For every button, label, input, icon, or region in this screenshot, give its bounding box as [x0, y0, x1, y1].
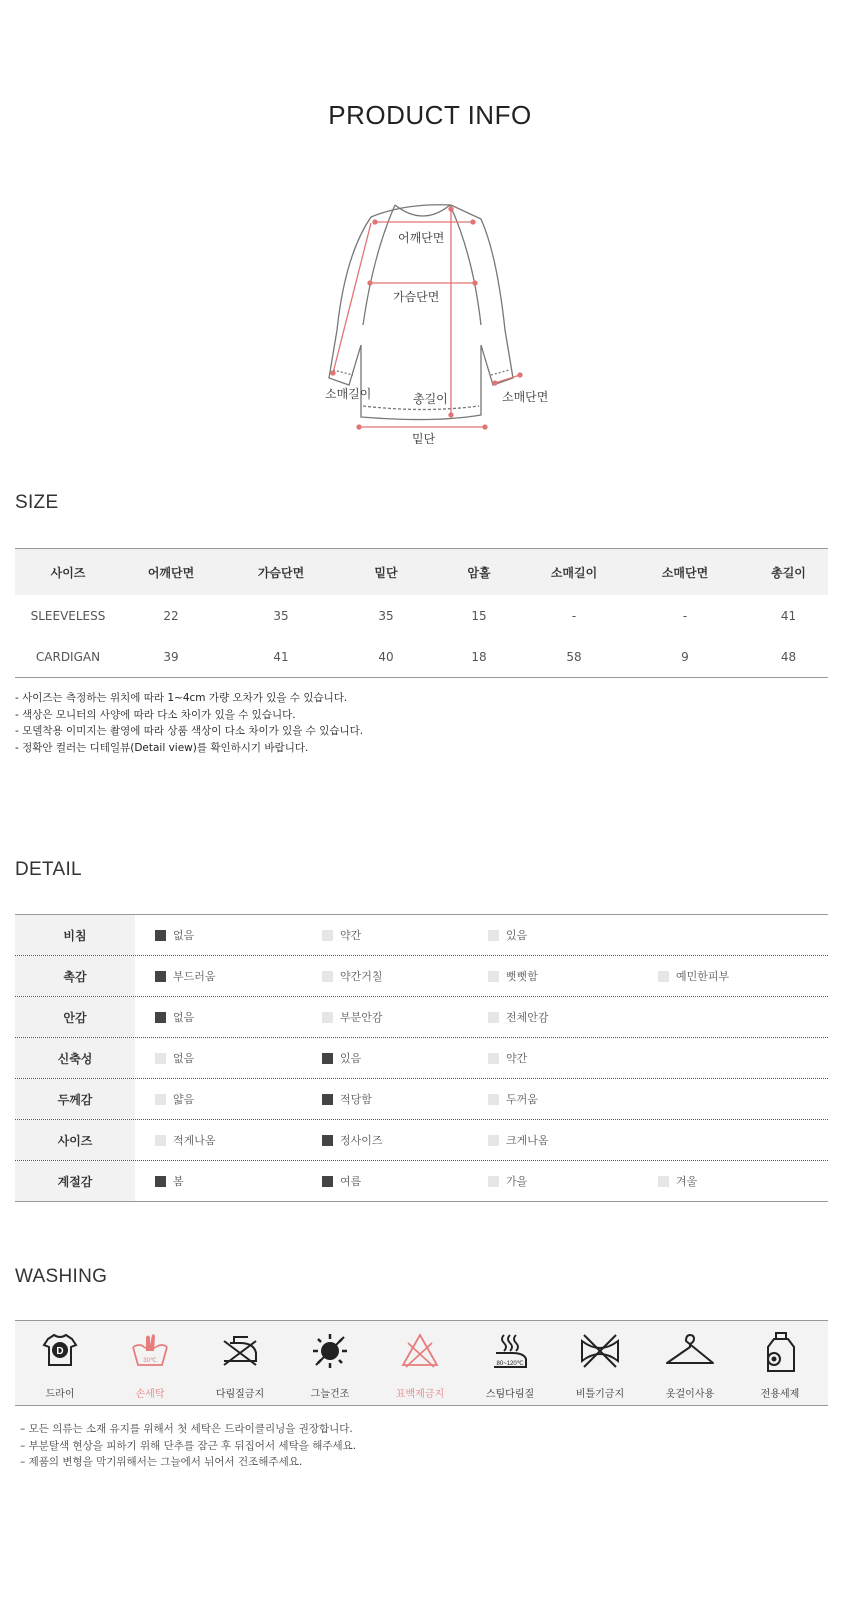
steam-iron-icon: [490, 1331, 530, 1371]
washing-item: [375, 1321, 465, 1405]
detail-option-label: 크게나옴: [506, 1134, 549, 1147]
detail-option-label: 봄: [173, 1175, 184, 1188]
sleeve-width-label: 소매단면: [502, 390, 549, 404]
washing-item: [285, 1321, 375, 1405]
detail-row-label: 사이즈: [15, 1120, 135, 1160]
washing-label: 비틀기금지: [575, 1389, 625, 1400]
detail-option: [155, 1079, 194, 1119]
size-note: - 사이즈는 측정하는 위치에 따라 1~4cm 가량 오차가 있을 수 있습니다.: [15, 692, 348, 704]
steam-iron-temp: 80~120℃: [496, 1361, 524, 1367]
size-cell: -: [571, 608, 577, 623]
size-cell: SLEEVELESS: [30, 608, 106, 623]
size-cell: 48: [780, 649, 797, 664]
detail-option-label: 전체안감: [506, 1011, 549, 1024]
washing-label: 전용세제: [760, 1389, 800, 1400]
size-header-cell: 소매길이: [527, 549, 621, 595]
detail-option-label: 뻣뻣함: [506, 970, 538, 983]
size-cell: -: [682, 608, 688, 623]
detail-row: [15, 1119, 828, 1160]
dry-clean-icon: [40, 1331, 80, 1371]
size-cell: 9: [681, 649, 689, 664]
detail-option-label: 약간거칠: [340, 970, 383, 983]
detail-option: [322, 1079, 372, 1119]
size-cell: 35: [378, 608, 394, 623]
size-cell: 41: [273, 649, 289, 664]
detail-option: [155, 915, 194, 955]
washing-label: 표백제금지: [395, 1389, 445, 1400]
washing-label: 다림질금지: [215, 1389, 265, 1400]
detail-row: [15, 1037, 828, 1078]
washing-note: – 제품의 변형을 막기위해서는 그늘에서 뉘어서 건조해주세요.: [20, 1456, 303, 1468]
unchecked-box-icon: [155, 1135, 166, 1146]
washing-item: [105, 1321, 195, 1405]
washing-item: [195, 1321, 285, 1405]
washing-note: – 부분탈색 현상을 피하기 위해 단추를 잠근 후 뒤집어서 세탁을 해주세요.: [20, 1439, 357, 1452]
checked-box-icon: [155, 1176, 166, 1187]
detail-option-label: 약간: [340, 929, 362, 942]
detail-option-label: 있음: [340, 1052, 362, 1065]
size-cell: 39: [163, 649, 179, 664]
checked-box-icon: [155, 930, 166, 941]
detail-option-label: 약간: [506, 1052, 528, 1065]
size-header-cell: 가슴단면: [221, 549, 341, 595]
washing-note: – 모든 의류는 소재 유지를 위해서 첫 세탁은 드라이클리닝을 권장합니다.: [20, 1423, 353, 1435]
detail-option: [155, 1120, 216, 1160]
detail-option-label: 예민한피부: [676, 970, 730, 983]
size-notes: [15, 690, 363, 756]
washing-label: 드라이: [45, 1389, 75, 1400]
detail-option: [322, 1120, 383, 1160]
unchecked-box-icon: [155, 1053, 166, 1064]
washing-item: [465, 1321, 555, 1405]
washing-label: 스팀다림질: [485, 1389, 535, 1400]
checked-box-icon: [322, 1094, 333, 1105]
unchecked-box-icon: [658, 1176, 669, 1187]
detail-option: [322, 997, 383, 1037]
detail-option-label: 없음: [173, 929, 195, 942]
detail-option-label: 없음: [173, 1011, 195, 1024]
size-header-cell: 밑단: [341, 549, 431, 595]
washing-heading: WASHING: [15, 1266, 108, 1287]
detail-row-label: 비침: [15, 915, 135, 955]
size-header-cell: 사이즈: [15, 549, 121, 595]
size-cell: 58: [566, 649, 582, 664]
svg-text:D: D: [56, 1346, 64, 1357]
unchecked-box-icon: [322, 1012, 333, 1023]
detail-option-label: 여름: [340, 1175, 362, 1188]
detail-option-label: 부분안감: [340, 1011, 383, 1024]
checked-box-icon: [322, 1053, 333, 1064]
detail-option-label: 있음: [506, 929, 528, 942]
detail-row-label: 안감: [15, 997, 135, 1037]
detail-row-label: 두께감: [15, 1079, 135, 1119]
washing-label: 옷걸이사용: [665, 1389, 715, 1400]
unchecked-box-icon: [322, 930, 333, 941]
unchecked-box-icon: [488, 971, 499, 982]
detail-option-label: 겨울: [676, 1175, 698, 1188]
detail-option: [658, 1161, 697, 1201]
detail-option: [322, 915, 361, 955]
size-cell: 35: [273, 608, 289, 623]
size-table: [15, 548, 828, 678]
size-header-cell: 암홀: [431, 549, 527, 595]
size-cell: 40: [378, 649, 394, 664]
detail-option-label: 정사이즈: [340, 1134, 383, 1147]
size-cell: 41: [780, 608, 797, 623]
detail-heading: DETAIL: [15, 859, 82, 880]
garment-diagram: [315, 195, 565, 455]
detail-option-label: 적당함: [340, 1093, 372, 1106]
detail-row-label: 신축성: [15, 1038, 135, 1078]
size-row: [15, 595, 828, 636]
detail-option: [322, 956, 383, 996]
washing-item: [15, 1321, 105, 1405]
no-bleach-icon: [400, 1331, 440, 1371]
chest-label: 가슴단면: [393, 290, 440, 304]
detail-option: [322, 1038, 361, 1078]
shoulder-label: 어깨단면: [398, 231, 445, 245]
detail-row-label: 촉감: [15, 956, 135, 996]
detail-option-label: 적게나옴: [173, 1134, 216, 1147]
checked-box-icon: [322, 1176, 333, 1187]
checked-box-icon: [155, 971, 166, 982]
washing-panel: [15, 1320, 828, 1406]
unchecked-box-icon: [322, 971, 333, 982]
detail-option-label: 없음: [173, 1052, 195, 1065]
unchecked-box-icon: [155, 1094, 166, 1105]
detail-option-label: 얇음: [173, 1093, 195, 1106]
detail-option-label: 가을: [506, 1175, 528, 1188]
detail-row: [15, 915, 828, 955]
size-row: [15, 636, 828, 677]
no-iron-icon: [220, 1331, 260, 1371]
size-header-cell: 총길이: [749, 549, 828, 595]
detail-option-label: 두꺼움: [506, 1093, 538, 1106]
detail-option: [155, 956, 216, 996]
hanger-icon: [665, 1331, 715, 1371]
unchecked-box-icon: [658, 971, 669, 982]
unchecked-box-icon: [488, 930, 499, 941]
detail-option: [488, 997, 549, 1037]
size-cell: CARDIGAN: [35, 649, 101, 664]
hand-wash-temp: 30℃: [143, 1358, 157, 1364]
unchecked-box-icon: [488, 1135, 499, 1146]
detail-option: [322, 1161, 361, 1201]
size-header-cell: 소매단면: [621, 549, 749, 595]
detail-option: [155, 1161, 184, 1201]
page-title: PRODUCT INFO: [328, 100, 532, 130]
unchecked-box-icon: [488, 1053, 499, 1064]
sleeve-length-label: 소매길이: [325, 387, 372, 401]
hand-wash-icon: [130, 1331, 170, 1371]
washing-item: [735, 1321, 825, 1405]
detail-option: [155, 997, 194, 1037]
size-note: - 모델착용 이미지는 촬영에 따라 상품 색상이 다소 차이가 있을 수 있습니다.: [15, 725, 364, 737]
detail-option: [488, 1079, 538, 1119]
size-cell: 18: [471, 649, 487, 664]
size-note: - 정확안 컬러는 디테일뷰(Detail view)를 확인하시기 바랍니다.: [15, 741, 309, 754]
size-cell: 22: [163, 608, 179, 623]
checked-box-icon: [155, 1012, 166, 1023]
size-heading: SIZE: [15, 492, 59, 513]
detail-row-label: 계절감: [15, 1161, 135, 1201]
size-header-row: [15, 549, 828, 595]
detail-option: [488, 1120, 549, 1160]
detergent-icon: [760, 1331, 800, 1375]
hem-label: 밑단: [412, 432, 436, 446]
detail-option: [488, 1038, 527, 1078]
detail-option-label: 부드러움: [173, 970, 216, 983]
no-wring-icon: [580, 1331, 620, 1371]
size-note: - 색상은 모니터의 사양에 따라 다소 차이가 있을 수 있습니다.: [15, 708, 296, 721]
size-cell: 15: [471, 608, 487, 623]
detail-option: [155, 1038, 194, 1078]
checked-box-icon: [322, 1135, 333, 1146]
detail-row: [15, 996, 828, 1037]
unchecked-box-icon: [488, 1012, 499, 1023]
detail-row: [15, 1078, 828, 1119]
total-length-label: 총길이: [413, 392, 448, 406]
detail-row: [15, 955, 828, 996]
shade-dry-icon: [310, 1331, 350, 1371]
washing-label: 그늘건조: [310, 1389, 350, 1400]
detail-option: [488, 956, 538, 996]
washing-item: [555, 1321, 645, 1405]
unchecked-box-icon: [488, 1176, 499, 1187]
washing-item: [645, 1321, 735, 1405]
detail-option: [658, 956, 729, 996]
washing-notes: [20, 1421, 356, 1471]
detail-option: [488, 1161, 527, 1201]
washing-label: 손세탁: [135, 1389, 165, 1400]
detail-table: [15, 914, 828, 1202]
detail-row: [15, 1160, 828, 1201]
size-header-cell: 어깨단면: [121, 549, 221, 595]
unchecked-box-icon: [488, 1094, 499, 1105]
detail-option: [488, 915, 527, 955]
